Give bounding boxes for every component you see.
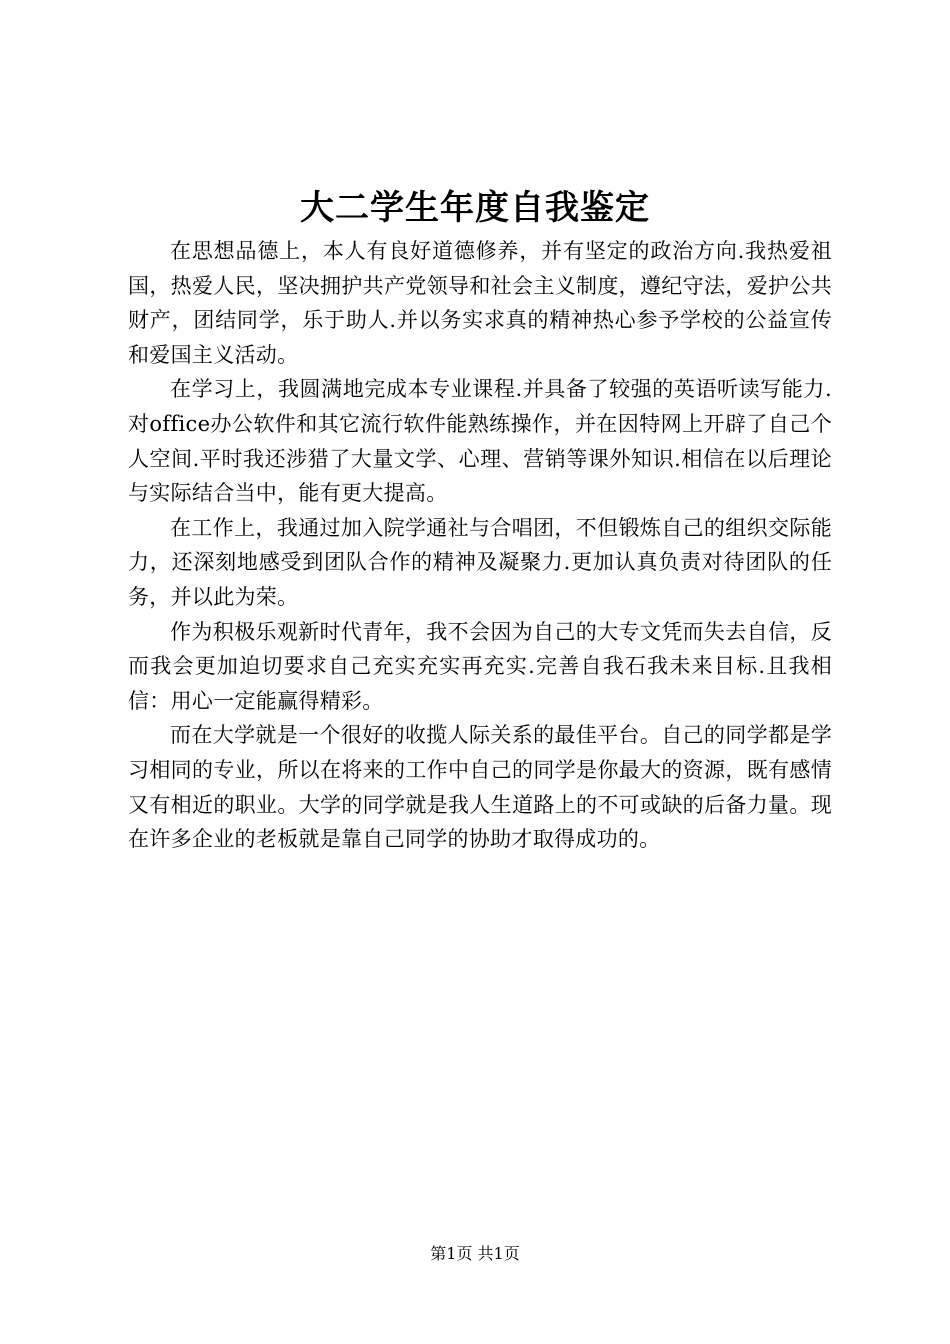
paragraph-relationships: 而在大学就是一个很好的收揽人际关系的最佳平台。自己的同学都是学习相同的专业，所以在将来的工作中自己的同学是你最大的资源，既有感情又有相近的职业。大学的同学就是我人生道路上的不可或缺的后备力量。现在许多企业的老板就是靠自己同学的协助才取得成功的。 (128, 723, 832, 852)
page-number-footer: 第1页 共1页 (430, 1244, 520, 1263)
paragraph-ideology: 在思想品德上，本人有良好道德修养，并有坚定的政治方向.我热爱祖国，热爱人民，坚决拥护共产党领导和社会主义制度，遵纪守法，爱护公共财产，团结同学，乐于助人.并以务实求真的精神热心参予学校的公益宣传和爱国主义活动。 (128, 239, 832, 367)
paragraph-attitude: 作为积极乐观新时代青年，我不会因为自己的大专文凭而失去自信，反而我会更加迫切要求自己充实充实再充实.完善自我石我未来目标.且我相信：用心一定能赢得精彩。 (128, 619, 832, 713)
document-title: 大二学生年度自我鉴定 (300, 188, 650, 228)
document-body (128, 234, 832, 857)
paragraph-work: 在工作上，我通过加入院学通社与合唱团，不但锻炼自己的组织交际能力，还深刻地感受到团队合作的精神及凝聚力.更加认真负责对待团队的任务，并以此为荣。 (128, 515, 832, 609)
paragraph-study: 在学习上，我圆满地完成本专业课程.并具备了较强的英语听读写能力.对office办公软件和其它流行软件能熟练操作，并在因特网上开辟了自己个人空间.平时我还涉猎了大量文学、心理、营销等课外知识.相信在以后理论与实际结合当中，能有更大提高。 (128, 377, 832, 506)
